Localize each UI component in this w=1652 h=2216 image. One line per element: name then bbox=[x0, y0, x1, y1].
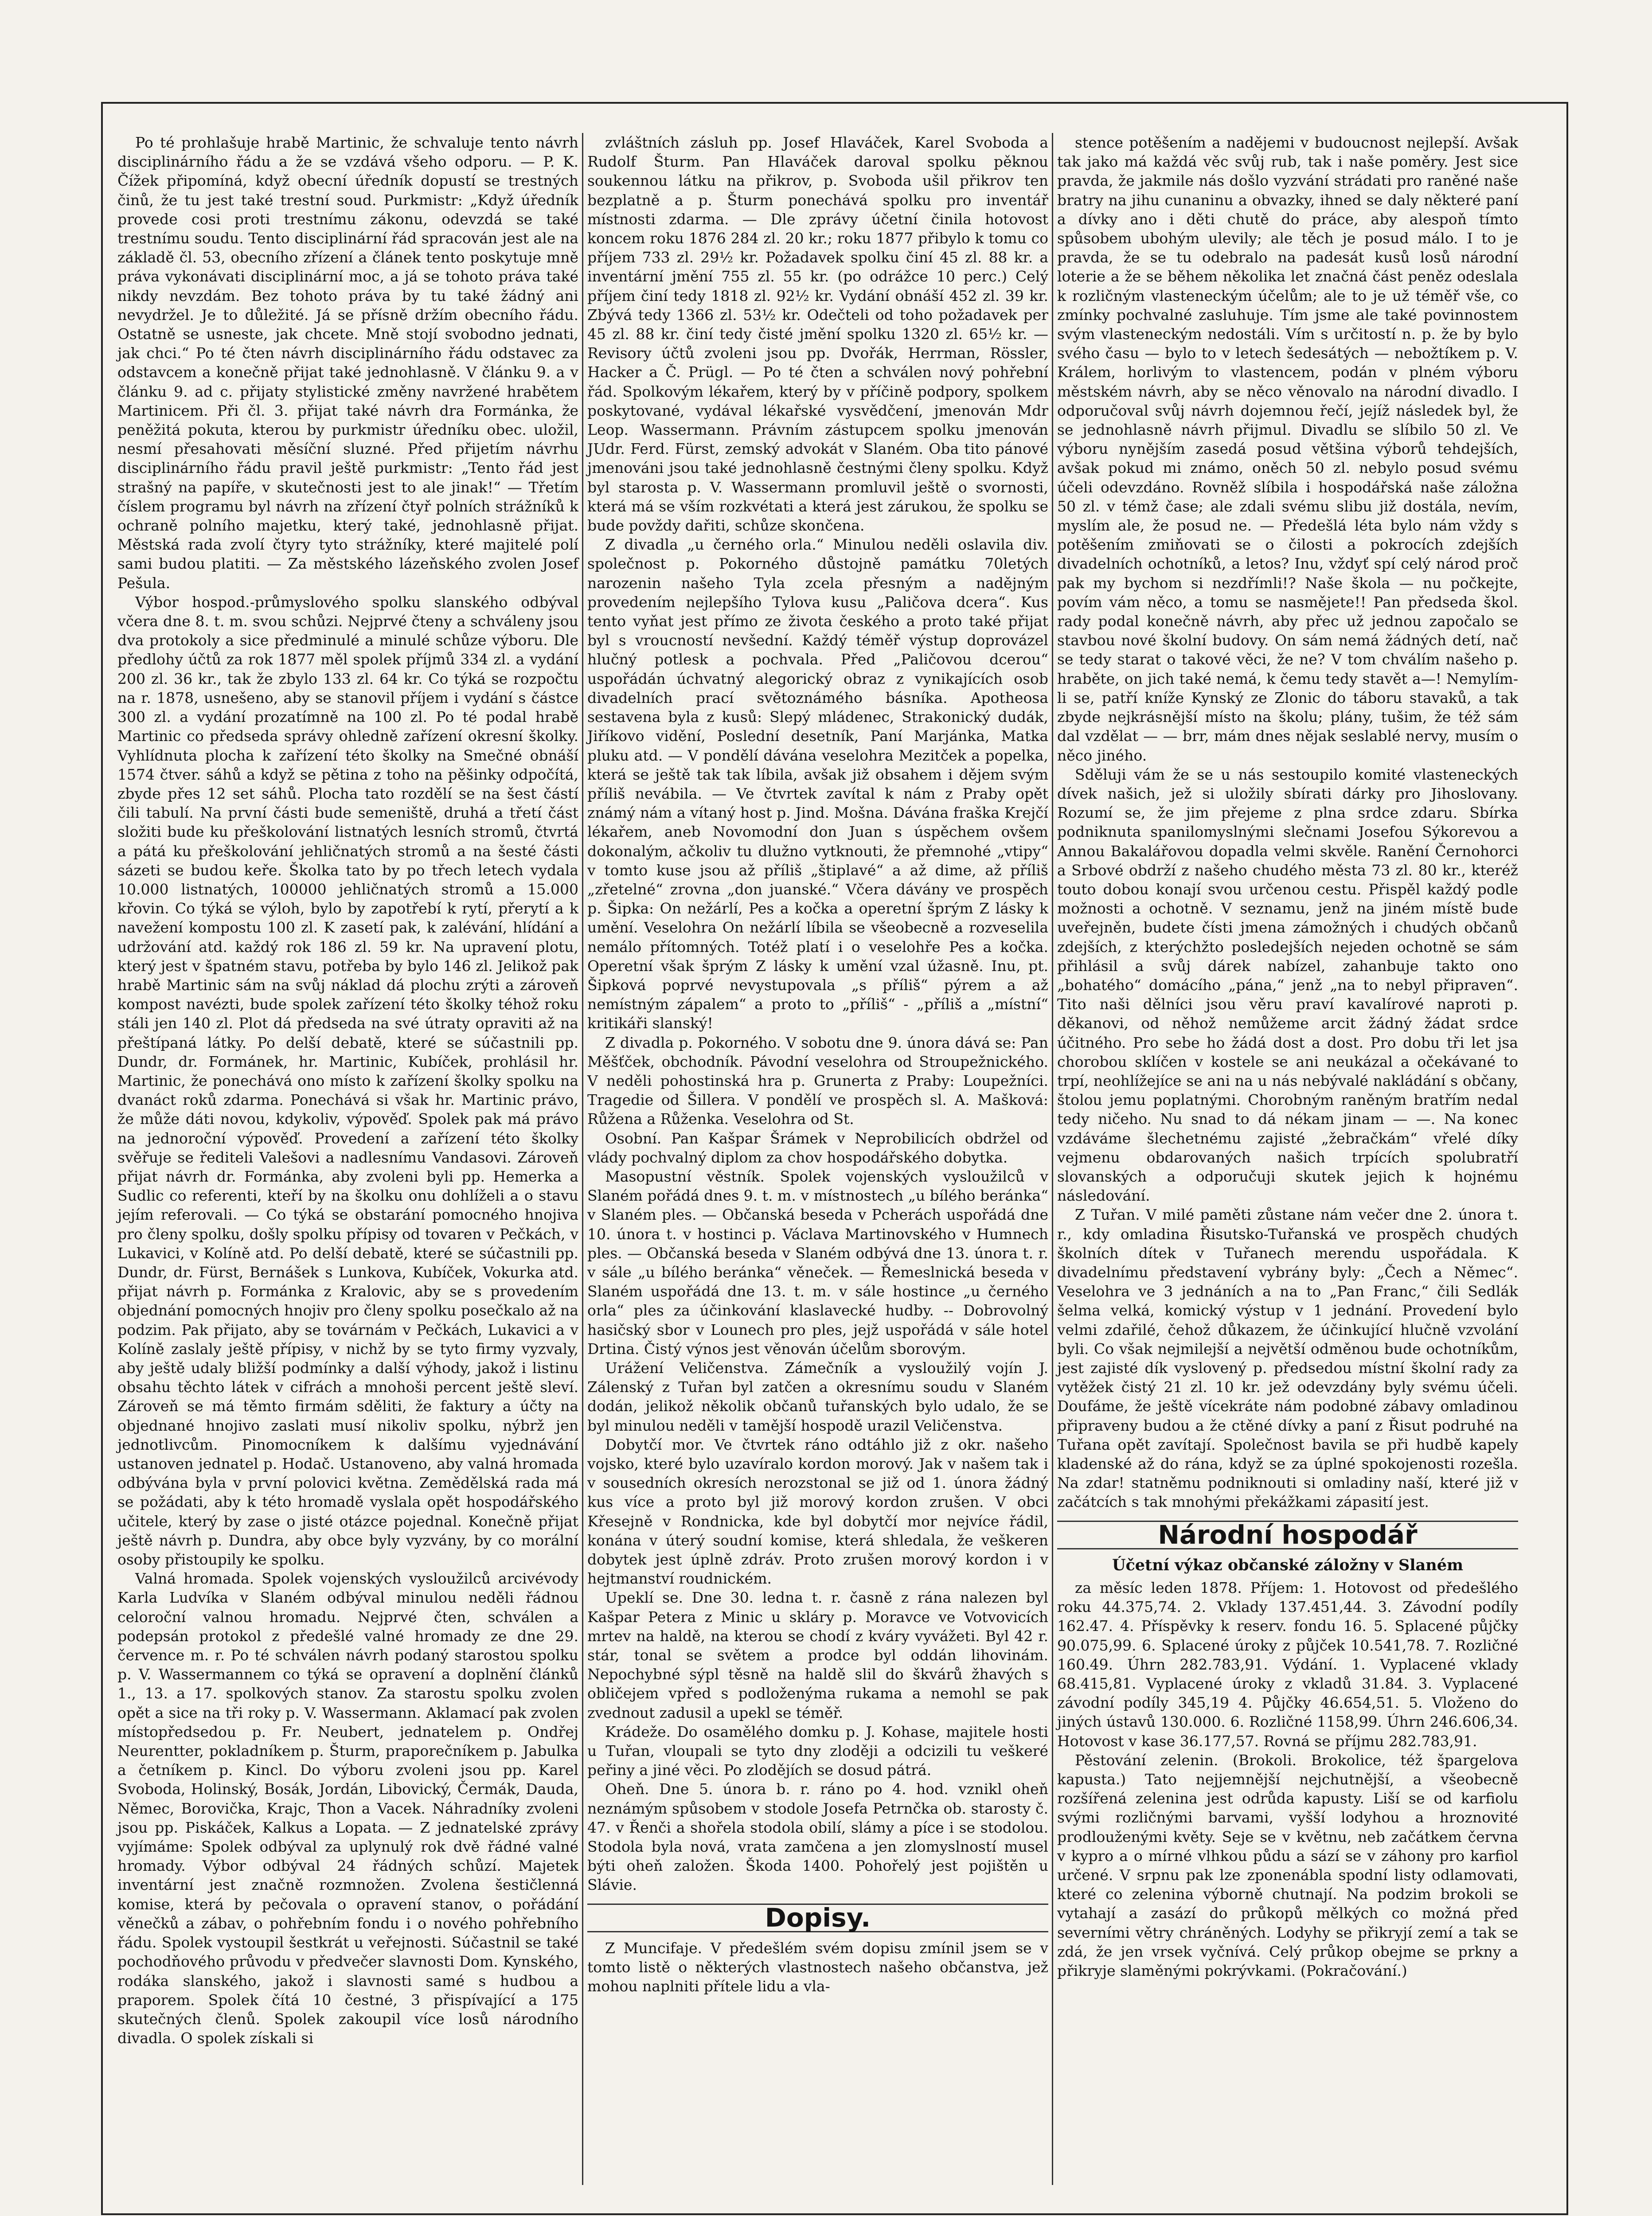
article-divadlo-orla: Z divadla „u černého orla.“ Minulou neděli oslavila div. společnost p. Pokorného důstojně památku 70letých narozenin našeho Tyla zcela přesným a nadějným provedením nejlepšího Tylova kusu „Paličova dcera“. Kus tento vyňat jest přímo ze života českého a proto také přijat byl s vroucností nevšední. Každý téměř výstup doprovázel hlučný potlesk a pochvala. Před „Paličovou dcerou“ uspořádán úchvatný alegorický obraz z vynikajících osob divadelních prací světoznámého básníka. Apotheosa sestavena byla z kusů: Slepý mládenec, Strakonický dudák, Jiříkovo vidění, Poslední desetník, Paní Marjánka, Matka pluku atd. — V pondělí dávána veselohra Mezitček a popelka, která se ještě tak tak líbila, avšak již obsahem i dějem svým příliš nevábila. — Ve čtvrtek zavítal k nám z Praby opět známý nám a vítaný host p. Jind. Mošna. Dávána fraška Krejčí lékařem, aneb Novomodní don Juan s úspěchem ovšem dokonalým, ačkoliv tu dlužno vytknouti, že přemnohé „vtipy“ v tomto kuse jsou až příliš „štiplavé“ a až dime, až příliš „zřetelné“ zrovna „don juanské.“ Včera dávány ve prospěch p. Šipka: On nežárlí, Pes a kočka a operetní šprým Z lásky k umění. Veselohra On nežárlí líbila se všeobecně a rozveselila nemálo přítomných. Totéž platí i o veselohře Pes a kočka. Operetní však šprým Z lásky k umění vzal úžasně. Inu, pt. Šipková poprvé nevystupovala „s příliš“ pýrem a až nemístným zápalem“ a proto to „příliš“ - „příliš a „místní“ kritikáři slanský! bbox=[587, 536, 1048, 1032]
column-3 bbox=[1057, 133, 1518, 1980]
article-dopis-cont: stence potěšením a nadějemi v budoucnost nejlepší. Avšak tak jako má každá věc svůj rub, tak i naše poměry. Jest sice pravda, že jakmile nás došlo vyzvání strádati pro raněné naše bratry na jihu cunaninu a obvazky, ihned se daly některé paní a dívky ano i děti chutě do práce, aby alespoň tímto spůsobem ubohým ulevily; ale těch je posud málo. I to je pravda, že se tu odebralo na padesát kusů losů národní loterie a že se během několika let značná část peněz odeslala k rozličným vlasteneckým účelům; ale to je už téměř vše, co zmínky pochvalné zasluhuje. Tím jsme ale také povinnostem svým vlasteneckým nedostáli. Vím s určitostí n. p. že by bylo svého času — bylo to v letech šedesátých — nebožtíkem p. V. Králem, horlivým to vlastencem, podán v plném výboru městském návrh, aby se něco věnovalo na národní divadlo. I odporučoval svůj návrh dojemnou řečí, jejíž následek byl, že se jednohlasně návrh přijmul. Divadlu se slíbilo 50 zl. Ve výboru nynějším zasedá posud většina výborů tehdejších, avšak pokud mi známo, oněch 50 zl. nebylo posud svému účeli odevzdáno. Rovněž slíbila i hospodářská naše záložna 50 zl. v témž čase; ale zdali svému slibu již dostála, nevím, myslím ale, že posud ne. — Předešlá léta bylo nám vždy s potěšením zmiňovati se o čilosti a pokrocích zdejších divadelních ochotníků, a letos? Inu, vždyť spí celý národ proč pak my bychom si nezdřímli!? Naše škola — nu počkejte, povím vám něco, a tomu se nasmějete!! Pan předseda škol. rady podal konečně návrh, aby přec už jednou započalo se stavbou nové školní budovy. On sám nemá žádných detí, nač se tedy starat o takové věci, že ne? V tom chválím našeho p. hraběte, on jich také nemá, k čemu tedy stavět a—! Nemylím-li se, patří kníže Kynský ze Zlonic do táboru stavaků, a tak zbyde nejkrásnější místo na školu; plány, tušim, že též sám dal vzdělat — — brr, mám dnes nějak seslablé nervy, musím o něco jiného. bbox=[1057, 134, 1518, 764]
column-rule bbox=[1052, 133, 1053, 2185]
article-kradeze: Krádeže. Do osamělého domku p. J. Kohase, majitele hosti u Tuřan, vloupali se tyto dny zloději a odcizili tu veškeré peřiny a jiné věci. Po zlodějích se dosud pátrá. bbox=[587, 1723, 1048, 1779]
article-divadlo-pokorneho: Z divadla p. Pokorného. V sobotu dne 9. února dává se: Pan Měšťček, obchodník. Pávodní veselohra od Stroupežnického. V neděli pohostinská hra p. Grunerta z Praby: Loupežníci. Tragedie od Šillera. V pondělí ve prospěch sl. A. Mašková: Růžena a Růženka. Veselohra od St. bbox=[587, 1034, 1048, 1128]
column-2 bbox=[587, 133, 1048, 1996]
article-dopisy: Z Muncifaje. V předešlém svém dopisu zmínil jsem se v tomto listě o některých vlastnostech našeho občanstva, jež mohou naplniti přítele lidu a vla- bbox=[587, 1939, 1048, 1995]
column-rule bbox=[582, 133, 583, 2185]
article-urazeni: Urážení Veličenstva. Zámečník a vysloužilý vojín J. Zálenský z Tuřan byl zatčen a okresnímu soudu v Slaném dodán, jelikož několik občanů tuřanských bylo udalo, že se byl minulou neděli v tamější hospodě urazil Veličenstva. bbox=[587, 1359, 1048, 1434]
article-dobytci-mor: Dobytčí mor. Ve čtvrtek ráno odtáhlo již z okr. našeho vojsko, které bylo uzavíralo kordon morový. Jak v našem tak i v sousedních okresích nerozstonal se již od 1. února žádný kus více a proto byl již morový kordon zrušen. V obci Křesejně v Rondnicka, kde byl dobytčí mor nejvíce řádil, konána v úterý soudní komise, která shledala, že veškeren dobytek jest úplně zdráv. Proto zrušen morový kordon i v hejtmanství roudnickém. bbox=[587, 1436, 1048, 1588]
article-ohen: Oheň. Dne 5. února b. r. ráno po 4. hod. vznikl oheň neznámým spůsobem v stodole Josefa Petrnčka ob. starosty č. 47. v Řenči a shořela stodola obilí, slámy a píce i se stodolou. Stodola byla nová, vrata zamčena a jen zlomyslností musel býti oheň založen. Škoda 1400. Pohořelý jest pojištěn u Slávie. bbox=[587, 1780, 1048, 1894]
article-z-turan: Z Tuřan. V milé paměti zůstane nám večer dne 2. února t. r., kdy omladina Řisutsko-Tuřanská ve prospěch chudých školních dítek v Tuřanech merendu uspořádala. K divadelnímu představení vybrány byly: „Čech a Němec“. Veselohra ve 3 jednáních a na to „Pan Franc,“ čili Sedlák šelma velká, komický výstup v 1 jednání. Provedení bylo velmi zdařilé, čehož důkazem, že účinkující hlučně vzvolání byli. Co však nejmilejší a největší odměnou bude ochotníkům, jest zajisté dík vyslovený p. předsedou místní školní rady za vytěžek čistý 21 zl. 10 kr. jež odevzdány byly svému účeli. Doufáme, že ještě vícekráte nám podobné zábavy omladinou připraveny budou a že ctěné dívky a paní z Řisut podruhé na Tuřana opět zavítají. Společnost bavila se při hudbě kapely kladenské až do rána, když se za úplné spokojenosti rozešla. Na zdar! statněmu podniknouti si omladiny naší, které již v začátcích s tak mnohými překážkami zápasití jest. bbox=[1057, 1206, 1518, 1511]
article-pestovani: Pěstování zelenin. (Brokoli. Brokolice, též špargelova kapusta.) Tato nejjemnější nejchutnější, a všeobecně rozšířená zelenina jest odrůda kapusty. Liší se od karfiolu svými rozličnými barvami, vyšší lodyhou a hroznovité prodlouženými květy. Seje se v květnu, neb začátkem června v kypro a o mírné vlhkou půdu a sází se v záhony pro karfiol určené. V srpnu pak lze zponenábla spodní listy odlamovati, které co zelenina výborně chutnají. Na podzim brokoli se vytahají a zasází do průkopů mělkých co možná před severními větry chráněných. Lodyhy se přikryjí zemí a tak se zdá, že jen vrsek vyčnívá. Celý průkop obejme se prkny a přikryje slaměnými pokrývkami. (Pokračování.) bbox=[1057, 1751, 1518, 1980]
article-masopust: Masopustní věstník. Spolek vojenských vysloužilců v Slaném pořádá dnes 9. t. m. v místnostech „u bílého beránka“ v Slaném ples. — Občanská beseda v Pcherách uspořádá dne 10. února t. v hostinci p. Václava Martinovského v Humnech ples. — Občanská beseda v Slaném odbývá dne 13. února t. r. v sále „u bílého beránka“ věneček. — Řemeslnická beseda v Slaném uspořádá dne 13. t. m. v sále hostince „u černého orla“ ples za účinkování klaslavecké hudby. -- Dobrovolný hasičský sbor v Lounech pro ples, jejž uspořádá v sále hotel Drtina. Čistý výnos jest věnován účelům sborovým. bbox=[587, 1167, 1048, 1358]
column-1 bbox=[117, 133, 578, 2048]
article-ucetni-vykaz: za měsíc leden 1878. Příjem: 1. Hotovost od předešlého roku 44.375,74. 2. Vklady 137.451,44. 3. Závodní podíly 162.47. 4. Příspěvky k reserv. fondu 16. 5. Splacené půjčky 90.075,99. 6. Splacené úroky z půjček 10.541,78. 7. Rozličné 160.49. Úhrn 282.783,91. Výdání. 1. Vyplacené vklady 68.415,81. Vyplacené úroky z vkladů 31.84. 3. Vyplacené závodní podíly 345,19 4. Půjčky 46.654,51. 5. Vloženo do jiných ústavů 130.000. 6. Rozličné 1158,99. Úhrn 246.606,34. Hotovost v kase 36.177,57. Rovná se příjmu 282.783,91. bbox=[1057, 1579, 1518, 1750]
subhead-zalozna: Účetní výkaz občanské záložny v Slaném bbox=[1112, 1556, 1464, 1574]
article-disciplinary: Po té prohlašuje hrabě Martinic, že schvaluje tento návrh disciplinárního řádu a že se vzdává všeho odporu. — P. K. Čížek připomíná, když obecní úředník dopustí se trestných činů, že tu jest také trestní soud. Purkmistr: „Když úředník provede cosi proti trestnímu zákonu, odevzdá se také trestnímu soudu. Tento disciplinární řád spracován jest ale na základě čl. 53, obecního zřízení a článek tento poskytuje mně práva vykonávati disciplinární moc, a já se tohoto práva také nikdy nevzdám. Bez tohoto práva by tu také žádný ani nevydržel. Je to důležité. Já se přísně držím obecního řádu. Ostatně se usneste, jak chcete. Mně stojí svobodno jednati, jak chci.“ Po té čten návrh disciplinárního řádu odstavec za odstavcem a konečně přijat také jednohlasně. V článku 9. a v článku 9. ad c. přijaty stylistické změny navržené hrabětem Martinicem. Při čl. 3. přijat také návrh dra Formánka, že peněžitá pokuta, kterou by purkmistr úředníku obec. uložil, nesmí přesahovati měsíční sluzné. Před přijetím návrhu disciplinárního řádu pravil ještě purkmistr: „Tento řád jest strašný na papíře, v skutečnosti jest to ale jinak!“ — Třetím číslem programu byl návrh na zřízení čtyř polních strážníků k ochraně polního majetku, který také, jednohlasně přijat. Městská rada zvolí čtyry tyto strážníky, které majitelé polí sami budou platiti. — Za městského lázeňského zvolen Josef Pešula. bbox=[117, 134, 578, 592]
section-title-narodni-hospodar: Národní hospodář bbox=[1057, 1521, 1518, 1549]
article-sbirka: Sděluji vám že se u nás sestoupilo komité vlasteneckých dívek našich, jež si uložily sbírati dárky pro Jihoslovany. Rozumí se, že jim přejeme z plna srdce zdaru. Sbírka podniknuta spanilomyslnými slečnami Josefou Sýkorevou a Annou Bakalářovou dopadla velmi skvěle. Ranění Černohorci a Srbové obdrží z našeho chudého města 73 zl. 80 kr., kteréž touto dobou konají svou určenou cestu. Přispěl každý podle možnosti a ochotně. V seznamu, jenž na jiném místě bude uveřejněn, budete čísti jmena zámožných i chudých občanů zdejších, z kterýchžto posledejších nejeden ochotně se sám přihlásil a svůj dárek nabízel, zahanbuje takto ono „bohatého“ domácího „pána,“ jenž „na to nebyl připraven“. Tito naši dělníci jsou věru praví kavalírové naproti p. děkanovi, od něhož nemůžeme arcit žádný žádat srdce účitného. Pro sebe ho žádá dost a dost. Pro dobu tři let jsa chorobou sklíčen v kostele se ani neukázal a očekávané to trpí, neohlížejíce se ani na u nás nebývalé nakládání s občany, štolou jemu poplatnými. Chorobným raněným bratřím nedal tedy ničeho. Nu snad to dá nékam jinam — —. Na konec vzdáváme šlechetnému zajisté „žebračkám“ vřelé díky vejmenu obdarovaných našich trpících spolubratří slovanských a odporučuji skutek jejich k hojnému následování. bbox=[1057, 765, 1518, 1205]
article-vybor: Výbor hospod.-průmyslového spolku slanského odbýval včera dne 8. t. m. svou schůzi. Nejprvé čteny a schváleny jsou dva protokoly a sice předminulé a minulé schůze výboru. Dle předlohy účtů za rok 1877 měl spolek příjmů 334 zl. a vydání 200 zl. 36 kr., tak že zbylo 133 zl. 64 kr. Co týká se rozpočtu na r. 1878, usnešeno, aby se stanovil příjem i vydání s částce 300 zl. a vydání prozatímně na 100 zl. Po té podal hrabě Martinic co předseda správy ohledně zařízení okresní školky. Vyhlídnuta plocha k zařízení této školky na Smečné obnáší 1574 čtver. sáhů a když se pětina z toho na pěšinky odpočítá, zbyde přes 12 set sáhů. Plocha tato rozdělí se na šest částí čili tabulí. Na první části bude semeniště, druhá a třetí část složiti bude ku přeškolování listnatých lesních stromů, čtvrtá a pátá ku přeškolování jehličnatých stromů a na šesté části sázeti se budou keře. Školka tato by po třech letech vydala 10.000 listnatých, 100000 jehličnatých stromů a 15.000 křovin. Co týká se výloh, bylo by zapotřebí k rytí, přerytí a k navežení kompostu 100 zl. K zasetí pak, k zalévání, hlídání a udržování atd. každý rok 186 zl. 59 kr. Na upravení plotu, který jest v špatném stavu, potřeba by bylo 146 zl. Jelikož pak hrabě Martinic sám na svůj náklad dá plochu zrýti a zároveň kompost navézti, bude spolek zařízení této školky téhož roku stáli jen 140 zl. Plot dá předseda na své útraty opraviti až na přeštípaná látky. Po delší debatě, které se súčastnili pp. Dundr, dr. Formánek, hr. Martinic, Kubíček, prohlásil hr. Martinic, že ponechává ono místo k zařízení školky spolku na dvanáct roků zdarma. Ponechává si však hr. Martinic právo, že může dáti novou, kdykoliv, výpověď. Spolek pak má právo na jednoroční výpověď. Provedení a zařízení této školky svěřuje se řediteli Valešovi a nadlesnímu Vandasovi. Zároveň přijat návrh dr. Formánka, aby zvoleni byli pp. Hemerka a Sudlic co referenti, kteří by na školku onu dohlíželi a o stavu jejím referovali. — Co týká se obstarání pomocného hnojiva pro členy spolku, došly spolku přípisy od tovaren v Pečkách, v Lukavici, v Kolíně atd. Po delší debatě, které se súčastnili pp. Dundr, dr. Fürst, Bernášek s Lunkova, Kubíček, Vokurka atd. přijat návrh p. Formánka z Kralovic, aby se s provedením objednání pomocných hnojiv pro členy spolku posečkalo až na podzim. Pak přijato, aby se továrnám v Pečkách, Lukavici a v Kolíně zaslaly ještě přípisy, v nichž by se tyto firmy vyzvaly, aby ještě udaly bližší podmínky a další výhody, jakož i listinu obsahu těchto látek v cifrách a mnohoši percent ještě sleví. Zároveň se má těmto firmám sděliti, že faktury a účty na objednané hnojivo zaslati musí nikoliv spolku, nýbrž jen jednotlivcům. Pinomocníkem k dalšímu vyjednávání ustanoven jednatel p. Hodač. Ustanoveno, aby valná hromada odbývána byla v první polovici května. Zemědělská rada má se požádati, aby k této hromadě vyslala opět hospodářského učitele, který by zase o jisté otázce pojednal. Konečně přijat ještě návrh p. Dundra, aby obce byly vyzvány, by co morální osoby přistoupily ke spolku. bbox=[117, 593, 578, 1568]
article-continuation: zvláštních zásluh pp. Josef Hlaváček, Karel Svoboda a Rudolf Šturm. Pan Hlaváček daroval spolku pěknou soukennou látku na přikrov, p. Svoboda ušil přikrov ten bezplatně a p. Šturm ponechává spolku pro inventář místnosti zdarma. — Dle zprávy účetní činila hotovost koncem roku 1876 284 zl. 20 kr.; roku 1877 přibylo k tomu co příjem 733 zl. 29½ kr. Požadavek spolku činí 45 zl. 88 kr. a inventární jmění 755 zl. 55 kr. (po odrážce 10 perc.) Celý příjem činí tedy 1818 zl. 92½ kr. Vydání obnáší 452 zl. 39 kr. Zbývá tedy 1366 zl. 53½ kr. Odečteli od toho požadavek per 45 zl. 88 kr. činí tedy čisté jmění spolku 1320 zl. 65½ kr. — Revisory účtů zvoleni jsou pp. Dvořák, Herrman, Rössler, Hacker a Č. Prügl. — Po té čten a schválen nový pohřební řád. Spolkovým lékařem, který by v příčině podpory, spolkem poskytované, vydával lékařské vysvědčení, jmenován Mdr Leop. Wassermann. Právním zástupcem spolku jmenován JUdr. Ferd. Fürst, zemský advokát v Slaném. Oba tito pánové jmenováni jsou také jednohlasně čestnými členy spolku. Když byl starosta p. V. Wassermann promluvil ještě o svornosti, která má se vším rozkvétati a která jest zárukou, že spolku se bude povždy dařiti, schůze skončena. bbox=[587, 134, 1048, 534]
article-osobni: Osobní. Pan Kašpar Šrámek v Neprobilicích obdržel od vlády pochvalný diplom za chov hospodářského dobytka. bbox=[587, 1129, 1048, 1166]
article-valna-hromada: Valná hromada. Spolek vojenských vysloužilců arcivévody Karla Ludvíka v Slaném odbýval minulou neděli řádnou celoroční valnou hromadu. Nejprvé čten, schválen a podepsán protokol z předešlé valné hromady ze dne 29. července m. r. Po té schválen návrh podaný starostou spolku p. V. Wassermannem co týká se opravení a doplnění článků 1., 13. a 17. spolkových stanov. Za starostu spolku zvolen opět a sice na tři roky p. V. Wassermann. Aklamací pak zvolen místopředsedou p. Fr. Neubert, jednatelem p. Ondřej Neurentter, pokladníkem p. Šturm, praporečníkem p. Jabulka a četníkem p. Kincl. Do výboru zvoleni jsou pp. Karel Svoboda, Holinský, Bosák, Jordán, Libovický, Čermák, Dauda, Němec, Borovička, Krajc, Thon a Vacek. Náhradníky zvoleni jsou pp. Piskáček, Kalkus a Lopata. — Z jednatelské zprávy vyjímáme: Spolek odbýval za uplynulý rok dvě řádné valné hromady. Výbor odbýval 24 řádných schůzí. Majetek inventární jest značně rozmnožen. Zvolena šestičlenná komise, která by pečovala o opravení stanov, o pořádání věnečků a zábav, o pohřebním fondu i o nového pohřebního řádu. Spolek vystoupil šestkrát u veřejnosti. Súčastnil se také pochodňového průvodu v předvečer slavnosti Dom. Kynského, rodáka slanského, jakož i slavnosti samé s hudbou a praporem. Spolek čítá 10 čestné, 3 přispívající a 175 skutečných členů. Spolek zakoupil více losů národního divadla. O spolek získali si bbox=[117, 1570, 578, 2047]
section-title-dopisy: Dopisy. bbox=[587, 1904, 1048, 1932]
article-upekl: Upeklí se. Dne 30. ledna t. r. časně z rána nalezen byl Kašpar Petera z Minic u skláry p. Moravce ve Votvovicích mrtev na haldě, na kterou se chodí z kváry vyvážeti. Byl 42 r. stár, tonal se světem a prodce byl oddán lihovinám. Nepochybné sýpl těsně na haldě slil do škvárů žhavých s obličejem vpřed s podloženýma rukama a nemohl se pak zvednout zadusil a upekl se téměř. bbox=[587, 1589, 1048, 1721]
